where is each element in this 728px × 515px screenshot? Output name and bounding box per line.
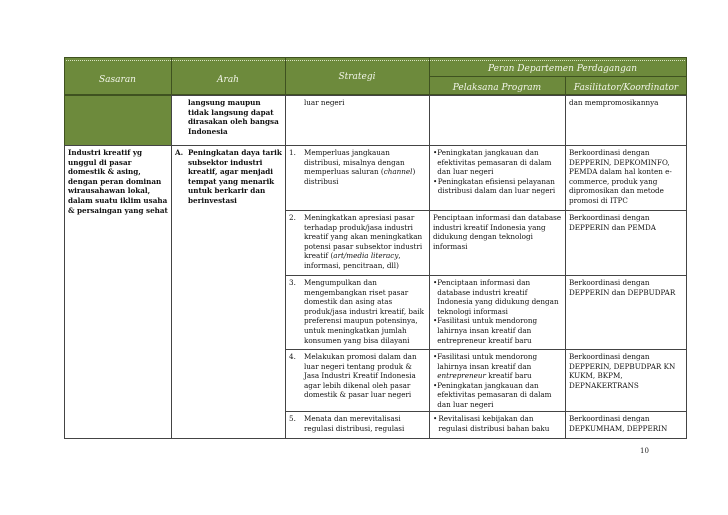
bullet-icon: •: [433, 352, 438, 361]
bullet-icon: •: [433, 414, 438, 423]
pelaksana-cell: [429, 411, 566, 439]
pelaksana-cell: [429, 210, 566, 276]
fasilitator-cell: [565, 275, 687, 350]
table-row: [285, 411, 430, 439]
header-pelaksana: Pelaksana Program: [452, 83, 542, 93]
pelaksana-cell: [429, 145, 566, 211]
row-number: 2.: [289, 213, 296, 222]
strategi-cont-text: luar negeri: [304, 98, 345, 107]
sasaran-text: Industri kreatif yg unggul di pasar domestik & asing, dengan peran dominan wirausahawan lokal, dalam suatu iklim usaha & persaingan yang sehat: [68, 148, 168, 215]
fasilitator-cell: [565, 210, 687, 276]
strategi-text: Memperluas jangkauan distribusi, misalnya dengan memperluas saluran (channel) distribusi: [304, 148, 416, 186]
arah-cont-cell: [171, 95, 286, 146]
row-number: 3.: [289, 278, 296, 287]
pelaksana-cell: [429, 349, 566, 412]
arah-cell: [171, 145, 286, 458]
pelaksana-item: Revitalisasi kebijakan dan regulasi distribusi bahan baku: [438, 414, 550, 433]
fasilitator-text: Berkoordinasi dengan DEPPERIN dan DEPBUDPAR: [569, 278, 676, 297]
row-number: 4.: [289, 352, 296, 361]
sasaran-cont-cell: [64, 95, 172, 146]
pelaksana-cell: [429, 275, 566, 350]
bullet-icon: •: [433, 176, 438, 186]
bullet-icon: •: [433, 148, 438, 157]
row-number: 1.: [289, 148, 296, 157]
header-sasaran: Sasaran: [99, 75, 136, 85]
fasilitator-cont-text: dan mempromosikannya: [569, 98, 659, 107]
pelaksana-cont-cell: [429, 95, 566, 146]
fasilitator-text: Berkoordinasi dengan DEPPERIN, DEPBUDPAR KN KUKM, BKPM, DEPNAKERTRANS: [569, 352, 676, 390]
strategi-text: Meningkatkan apresiasi pasar terhadap produk/jasa industri kreatif yang akan meningkatkan potensi pasar subsektor industri kreatif (art/media literacy, informasi, pencitraan, dll): [304, 213, 423, 270]
table-row: [285, 349, 430, 412]
strategi-text: Melakukan promosi dalam dan luar negeri tentang produk & Jasa Industri Kreatif Indonesia agar lebih dikenal oleh pasar domestik & pasar luar negeri: [304, 352, 417, 400]
arah-prefix: A.: [175, 148, 184, 157]
header-peran: Peran Departemen Perdagangan: [488, 64, 637, 74]
page-number: 10: [640, 447, 649, 455]
table-row: [285, 145, 430, 211]
fasilitator-text: Berkoordinasi dengan DEPPERIN dan PEMDA: [569, 213, 656, 232]
header-strategi: Strategi: [338, 72, 376, 82]
table-row: [285, 210, 430, 276]
row-number: 5.: [289, 414, 296, 423]
table-row: [285, 275, 430, 350]
bullet-icon: •: [433, 316, 438, 326]
strategi-cont-cell: [285, 95, 430, 146]
fasilitator-cont-cell: [565, 95, 687, 146]
pelaksana-item: Fasilitasi untuk mendorong lahirnya insan kreatif dan entrepreneur kreatif baru: [437, 352, 538, 381]
arah-cont-text: langsung maupun tidak langsung dapat dirasakan oleh bangsa Indonesia: [188, 98, 279, 136]
bullet-icon: •: [433, 380, 438, 390]
fasilitator-cell: [565, 145, 687, 211]
strategi-text: Menata dan merevitalisasi regulasi distribusi, regulasi: [304, 414, 405, 433]
arah-text: Peningkatan daya tarik subsektor industri kreatif, agar menjadi tempat yang menarik untuk berkarir dan berinvestasi: [188, 148, 282, 205]
header-fasilitator: Fasilitator/Koordinator: [573, 83, 679, 93]
bullet-icon: •: [433, 278, 438, 287]
pelaksana-item: Penciptaan informasi dan database industri kreatif Indonesia yang didukung dengan teknologi informasi: [437, 278, 559, 316]
fasilitator-cell: [565, 411, 687, 439]
pelaksana-item: Peningkatan efisiensi pelayanan distribusi dalam dan luar negeri: [437, 176, 556, 196]
header-arah: Arah: [217, 75, 239, 85]
pelaksana-item: Peningkatan jangkauan dan efektivitas pemasaran di dalam dan luar negeri: [437, 148, 552, 177]
pelaksana-text: Penciptaan informasi dan database industri kreatif Indonesia yang didukung dengan teknologi informasi: [433, 213, 562, 251]
sasaran-cell: [64, 145, 172, 458]
fasilitator-text: Berkoordinasi dengan DEPPERIN, DEPKOMINFO, PEMDA dalam hal konten e-commerce, produk yang dipromosikan dan metode promosi di ITPC: [569, 148, 672, 205]
fasilitator-cell: [565, 349, 687, 412]
pelaksana-item: Peningkatan jangkauan dan efektivitas pemasaran di dalam dan luar negeri: [437, 380, 552, 409]
pelaksana-item: Fasilitasi untuk mendorong lahirnya insan kreatif dan entrepreneur kreatif baru: [437, 316, 538, 345]
fasilitator-text: Berkoordinasi dengan DEPKUMHAM, DEPPERIN: [569, 414, 668, 433]
strategi-text: Mengumpulkan dan mengembangkan riset pasar domestik dan asing atas produk/jasa industri kreatif, baik preferensi maupun potensinya, untuk meningkatkan jumlah konsumen yang bisa dilayani: [304, 278, 424, 345]
